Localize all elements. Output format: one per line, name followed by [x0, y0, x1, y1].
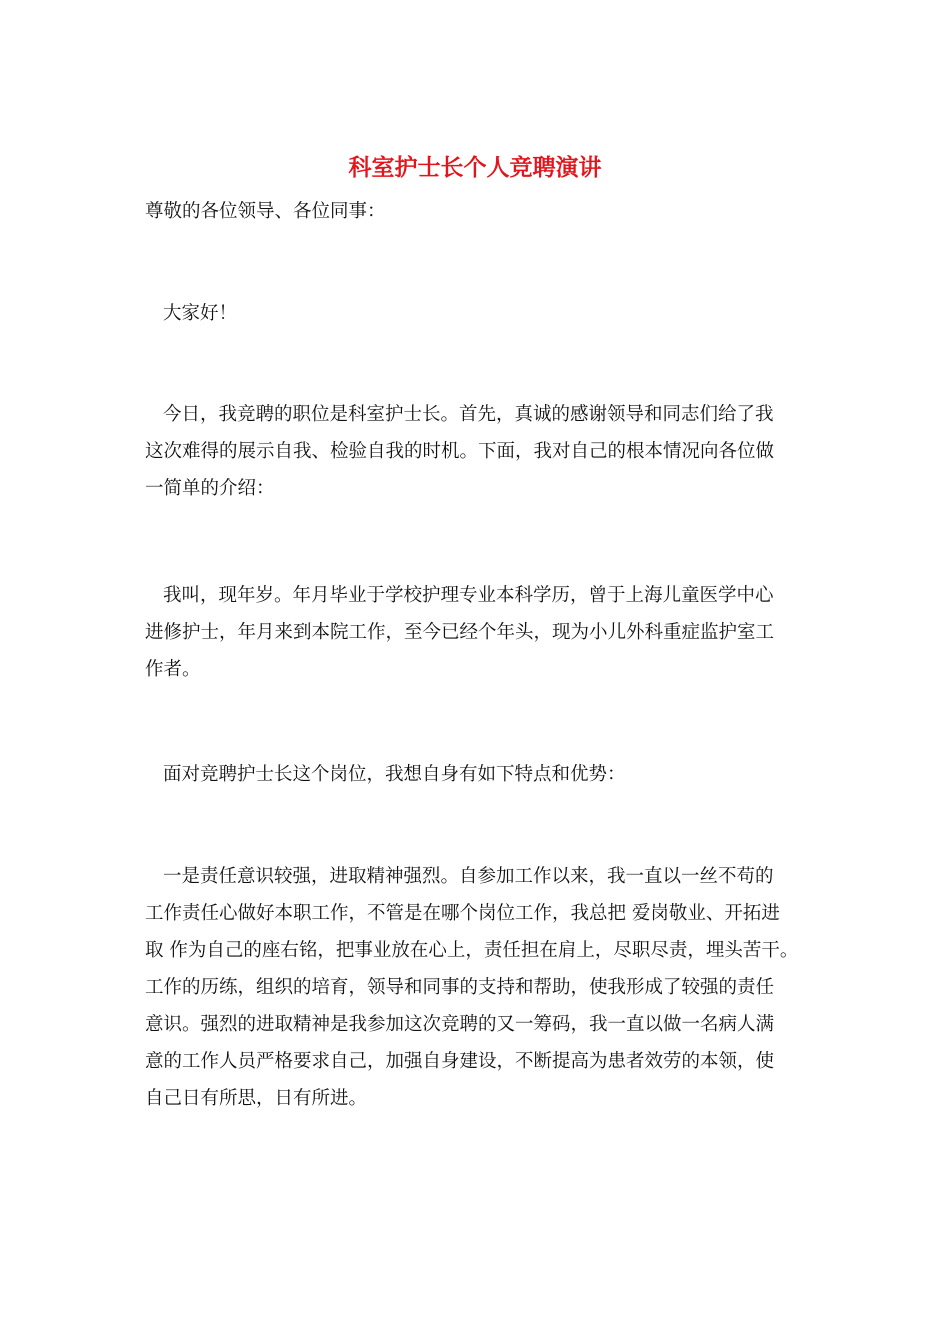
paragraph-line: 一是责任意识较强，进取精神强烈。自参加工作以来，我一直以一丝不苟的 — [163, 866, 774, 887]
paragraph-line: 这次难得的展示自我、检验自我的时机。下面，我对自己的根本情况向各位做 — [145, 441, 775, 462]
paragraph-line: 自己日有所思，日有所进。 — [145, 1088, 368, 1109]
paragraph-line: 作者。 — [145, 659, 201, 680]
paragraph-1 — [145, 396, 835, 507]
paragraph-line: 今日，我竞聘的职位是科室护士长。首先，真诚的感谢领导和同志们给了我 — [163, 404, 774, 425]
salutation-line: 尊敬的各位领导、各位同事： — [145, 201, 386, 222]
paragraph-line: 进修护士，年月来到本院工作，至今已经个年头，现为小儿外科重症监护室工 — [145, 622, 775, 643]
paragraph-3 — [145, 756, 835, 793]
paragraph-line: 工作的历练，组织的培育，领导和同事的支持和帮助，使我形成了较强的责任 — [145, 977, 775, 998]
greeting-line: 大家好！ — [163, 303, 238, 324]
document-title: 科室护士长个人竞聘演讲 — [348, 154, 602, 181]
paragraph-2 — [145, 577, 835, 688]
greeting — [145, 295, 835, 332]
paragraph-line: 取 作为自己的座右铭，把事业放在心上，责任担在肩上，尽职尽责，埋头苦干。 — [145, 940, 799, 961]
paragraph-line: 工作责任心做好本职工作，不管是在哪个岗位工作，我总把 爱岗敬业、开拓进 — [145, 903, 780, 924]
paragraph-line: 面对竞聘护士长这个岗位，我想自身有如下特点和优势： — [163, 764, 626, 785]
paragraph-line: 意识。强烈的进取精神是我参加这次竞聘的又一筹码，我一直以做一名病人满 — [145, 1014, 775, 1035]
paragraph-line: 我叫，现年岁。年月毕业于学校护理专业本科学历，曾于上海儿童医学中心 — [163, 585, 774, 606]
paragraph-line: 意的工作人员严格要求自己，加强自身建设，不断提高为患者效劳的本领，使 — [145, 1051, 775, 1072]
paragraph-4 — [145, 858, 835, 1117]
paragraph-line: 一简单的介绍： — [145, 478, 275, 499]
salutation — [145, 193, 835, 230]
